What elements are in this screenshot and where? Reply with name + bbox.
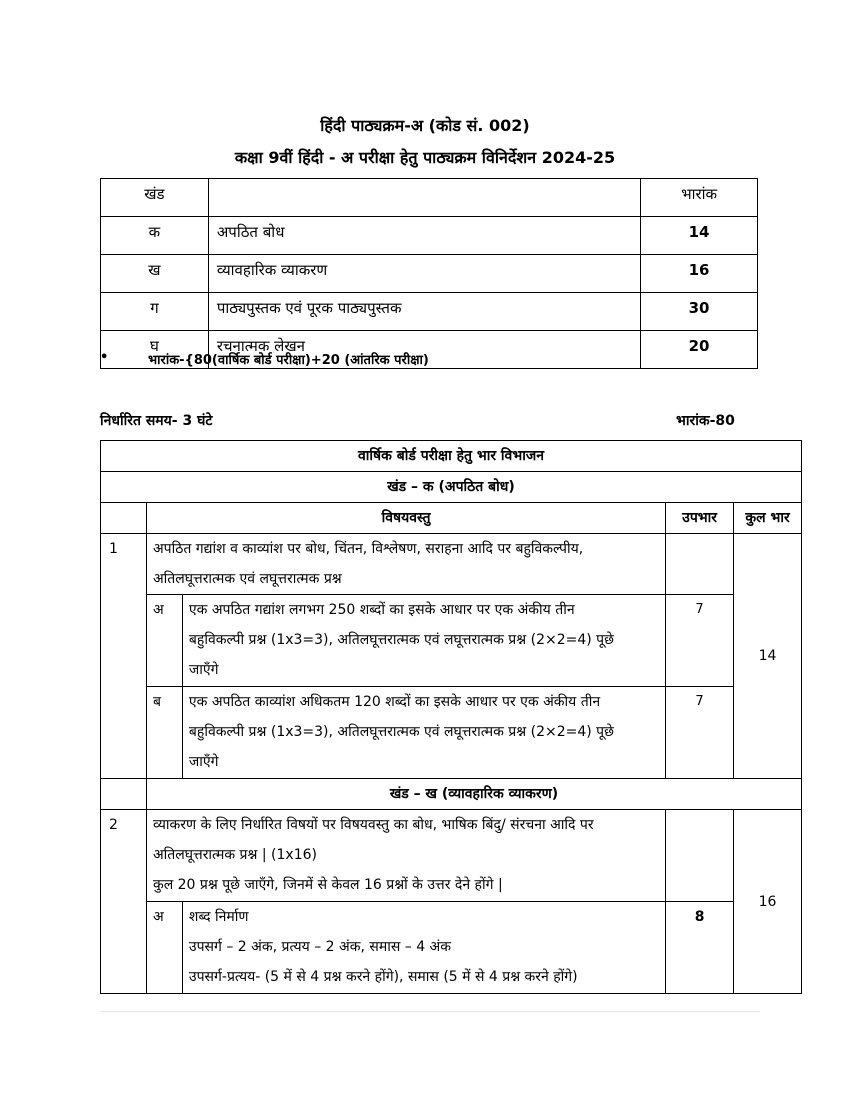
sub-part-line: जाएँगे (188, 662, 219, 678)
header-blank-cell (101, 503, 147, 534)
col-content-header: विषयवस्तु (146, 503, 665, 534)
question-description (146, 810, 665, 902)
table-row (101, 293, 758, 331)
table-row (101, 810, 802, 902)
summary-topic-cell: पाठ्यपुस्तक एवं पूरक पाठ्यपुस्तक (208, 293, 640, 331)
summary-topic-cell: रचनात्मक लेखन (208, 331, 640, 369)
summary-marks-cell: 20 (641, 331, 758, 369)
sub-marks-cell: 8 (666, 902, 734, 994)
table-row (101, 217, 758, 255)
summary-table (100, 178, 758, 369)
sub-part-line: उपसर्ग – 2 अंक, प्रत्यय – 2 अंक, समास – 4 अंक (188, 939, 452, 955)
summary-section-cell: ग (101, 293, 209, 331)
marks-note-text: भारांक-{80(वार्षिक बोर्ड परीक्षा)+20 (आंतरिक परीक्षा) (148, 353, 429, 368)
total-marks-cell: 16 (734, 810, 802, 994)
summary-header-marks: भारांक (641, 179, 758, 217)
table-row (101, 595, 802, 687)
time-allowed: निर्धारित समय- 3 घंटे (100, 413, 213, 429)
question-line: कुल 20 प्रश्न पूछे जाएँगे, जिनमें से केवल 16 प्रश्नों के उत्तर देने होंगे | (152, 877, 503, 893)
summary-section-cell: ख (101, 255, 209, 293)
summary-header-section: खंड (101, 179, 209, 217)
sub-part-line: जाएँगे (188, 754, 219, 770)
bullet-icon: • (100, 350, 109, 365)
table-row (101, 902, 802, 994)
question-number: 2 (101, 810, 147, 994)
sub-part-line: बहुविकल्पी प्रश्न (1x3=3), अतिलघूत्तरात्मक एवं लघूत्तरात्मक प्रश्न (2×2=4) पूछे (188, 724, 614, 740)
summary-topic-cell: व्यावहारिक व्याकरण (208, 255, 640, 293)
sub-part-line: उपसर्ग-प्रत्यय- (5 में से 4 प्रश्न करने होंगे), समास (5 में से 4 प्रश्न करने होंगे) (188, 969, 578, 985)
summary-header-row (101, 179, 758, 217)
sub-marks-cell: 7 (666, 687, 734, 779)
summary-section-cell: घ (101, 331, 209, 369)
sub-part-label: अ (146, 595, 182, 687)
footer-divider (100, 1011, 760, 1012)
sub-part-line: एक अपठित गद्यांश लगभग 250 शब्दों का इसके आधार पर एक अंकीय तीन (188, 602, 575, 618)
table-row (101, 534, 802, 595)
sub-part-description (182, 902, 665, 994)
summary-topic-cell: अपठित बोध (208, 217, 640, 255)
question-line: अतिलघूत्तरात्मक प्रश्न | (1x16) (152, 847, 317, 863)
col-sub-header: उपभार (666, 503, 734, 534)
page-subtitle: कक्षा 9वीं हिंदी - अ परीक्षा हेतु पाठ्यक्रम विनिर्देशन 2024-25 (234, 148, 616, 167)
sub-part-line: एक अपठित काव्यांश अधिकतम 120 शब्दों का इसके आधार पर एक अंकीय तीन (188, 694, 601, 710)
question-line: अतिलघूत्तरात्मक एवं लघूत्तरात्मक प्रश्न (152, 571, 342, 587)
summary-section-cell: क (101, 217, 209, 255)
sub-marks-cell (666, 810, 734, 902)
question-number: 1 (101, 534, 147, 779)
page-title: हिंदी पाठ्यक्रम-अ (कोड सं. 002) (320, 116, 530, 135)
col-total-header: कुल भार (734, 503, 802, 534)
section-a-title: खंड – क (अपठित बोध) (101, 472, 802, 503)
weightage-table (100, 440, 802, 994)
sub-part-label: अ (146, 902, 182, 994)
weightage-table-title: वार्षिक बोर्ड परीक्षा हेतु भार विभाजन (101, 441, 802, 472)
max-marks: भारांक-80 (676, 413, 735, 429)
summary-marks-cell: 16 (641, 255, 758, 293)
sub-part-line: बहुविकल्पी प्रश्न (1x3=3), अतिलघूत्तरात्मक एवं लघूत्तरात्मक प्रश्न (2×2=4) पूछे (188, 632, 614, 648)
sub-marks-cell (666, 534, 734, 595)
question-description (146, 534, 665, 595)
sub-marks-cell: 7 (666, 595, 734, 687)
question-line: अपठित गद्यांश व काव्यांश पर बोध, चिंतन, विश्लेषण, सराहना आदि पर बहुविकल्पीय, (152, 541, 584, 557)
sub-part-line: शब्द निर्माण (188, 909, 249, 925)
table-row (101, 687, 802, 779)
summary-marks-cell: 14 (641, 217, 758, 255)
sub-part-description (182, 687, 665, 779)
sub-part-description (182, 595, 665, 687)
column-header-row (101, 503, 802, 534)
summary-marks-cell: 30 (641, 293, 758, 331)
blank-cell (101, 779, 147, 810)
question-line: व्याकरण के लिए निर्धारित विषयों पर विषयवस्तु का बोध, भाषिक बिंदु/ संरचना आदि पर (152, 817, 594, 833)
total-marks-cell: 14 (734, 534, 802, 779)
summary-header-blank (208, 179, 640, 217)
section-b-title: खंड – ख (व्यावहारिक व्याकरण) (146, 779, 801, 810)
table-row (101, 255, 758, 293)
sub-part-label: ब (146, 687, 182, 779)
